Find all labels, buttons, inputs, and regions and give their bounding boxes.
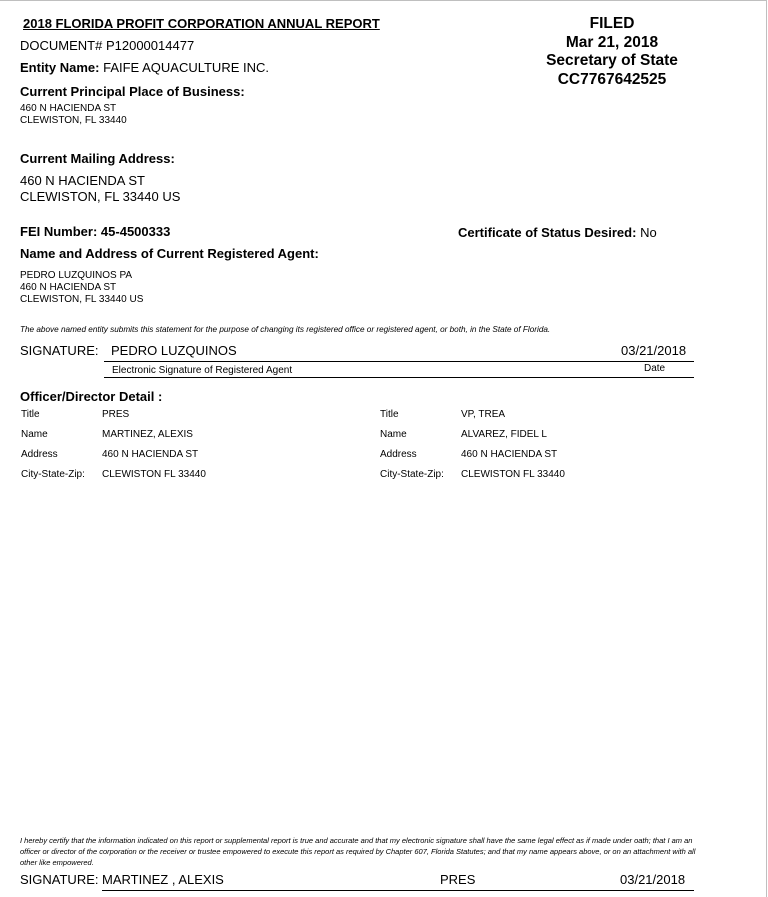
mailing-label: Current Mailing Address: [20,151,175,166]
filed-stamp [510,15,714,89]
officer-2-title: VP, TREA [461,409,506,420]
certificate-value: No [640,225,657,240]
principal-label: Current Principal Place of Business: [20,84,245,99]
officer-2-name: ALVAREZ, FIDEL L [461,429,547,440]
fei-label: FEI Number: [20,224,98,239]
agent-address [20,270,143,306]
officer-2-city: CLEWISTON FL 33440 [461,469,565,480]
filed-date: Mar 21, 2018 [565,33,659,51]
officer-1-name: MARTINEZ, ALEXIS [102,429,193,440]
officer-1-city: CLEWISTON FL 33440 [102,469,206,480]
fei-value: 45-4500333 [100,224,171,239]
certificate-row [458,225,657,240]
entity-name: FAIFE AQUACULTURE INC. [103,60,269,75]
certificate-label: Certificate of Status Desired: [458,225,637,240]
final-signature-line [102,890,694,891]
filed-status: FILED [589,15,635,32]
officer-2-address: 460 N HACIENDA ST [461,449,558,460]
officer-2-address-label: Address [380,449,417,460]
mailing-address [20,173,180,205]
final-signature-label: SIGNATURE: [20,872,99,887]
agent-date-caption: Date [644,363,666,374]
agent-statement: The above named entity submits this statement for the purpose of changing its registered office or registered agent, or both, in the State of Florida. [20,325,551,334]
filed-code: CC7767642525 [557,70,667,88]
officer-2-title-label: Title [380,409,399,420]
officer-2-name-label: Name [380,429,407,440]
principal-address [20,103,127,127]
agent-signature-label: SIGNATURE: [20,343,99,358]
report-title: 2018 FLORIDA PROFIT CORPORATION ANNUAL REPORT [23,16,380,31]
mailing-line1: 460 N HACIENDA ST [20,173,145,188]
mailing-line2: CLEWISTON, FL 33440 US [20,189,181,204]
principal-line1: 460 N HACIENDA ST [20,103,117,114]
officer-1-title-label: Title [21,409,40,420]
agent-caption-line [104,377,694,378]
principal-line2: CLEWISTON, FL 33440 [20,115,127,126]
document-number-row [20,38,194,53]
officer-1-title: PRES [102,409,130,420]
final-signature-date: 03/21/2018 [620,872,686,887]
officer-1-city-label: City-State-Zip: [21,469,85,480]
final-signature-name: MARTINEZ , ALEXIS [102,872,224,887]
final-signature-title: PRES [440,872,476,887]
officers-heading: Officer/Director Detail : [20,389,163,404]
agent-line2: CLEWISTON, FL 33440 US [20,294,144,305]
entity-name-label: Entity Name: [20,60,100,75]
officer-1-address-label: Address [21,449,58,460]
agent-name: PEDRO LUZQUINOS PA [20,270,133,281]
filed-office: Secretary of State [546,52,678,69]
officer-1-address: 460 N HACIENDA ST [102,449,199,460]
agent-line1: 460 N HACIENDA ST [20,282,117,293]
fei-row [20,224,170,239]
document-number: P12000014477 [105,38,195,53]
officer-1-name-label: Name [21,429,48,440]
agent-signature-caption: Electronic Signature of Registered Agent [112,365,293,376]
document-number-label: DOCUMENT# [20,38,103,53]
officer-2-city-label: City-State-Zip: [380,469,444,480]
entity-name-row [20,60,269,75]
certification-text: I hereby certify that the information indicated on this report or supplemental report is true and accurate and that my electronic signature shall have the same legal effect as if made under oath; that I am an officer or director of the corporation or the receiver or trustee empowered to execute this report as required by Chapter 607, Florida Statutes; and that my name appears above, or on an attachment with all other like empowered. [20,836,696,867]
agent-signature-name: PEDRO LUZQUINOS [111,343,237,358]
agent-signature-line [104,361,694,362]
agent-signature-date: 03/21/2018 [621,343,687,358]
agent-label: Name and Address of Current Registered Agent: [20,246,319,261]
